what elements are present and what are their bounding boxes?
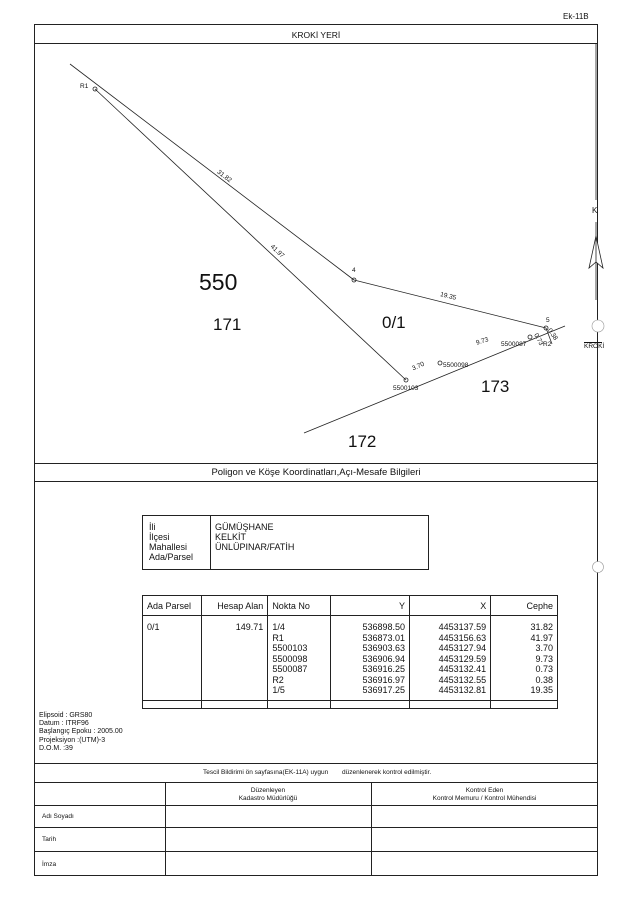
distance-label-19-35: 19.35 [439, 291, 457, 302]
distance-label-31-82: 31.82 [215, 168, 233, 185]
parcel-label-171: 171 [213, 315, 242, 334]
signature-row-divider-2 [34, 851, 598, 852]
x-value: 4453137.59 [438, 622, 487, 632]
binder-hole-icon [592, 320, 604, 332]
header-hesap-alan: Hesap Alan [201, 596, 268, 616]
point-label-5500103: 5500103 [393, 385, 419, 392]
parcel-label-172: 172 [348, 432, 377, 451]
point-no: 1/4 [272, 622, 285, 632]
datum-line: Elipsoid : GRS80 [39, 712, 93, 719]
distance-label-0-38: 0.38 [545, 327, 559, 342]
distance-label-9-73: 9.73 [475, 336, 490, 347]
table-empty-row [143, 700, 558, 708]
datum-info [39, 712, 123, 753]
cephe-value: 3.70 [535, 643, 553, 653]
location-value-ada-parsel [211, 552, 298, 562]
point-no: 1/5 [272, 685, 285, 695]
x-value: 4453132.41 [438, 664, 487, 674]
point-label-r2: R2 [543, 341, 552, 348]
point-no: 5500087 [272, 664, 308, 674]
boundary-line-r1-5500103 [95, 89, 406, 380]
datum-line: Datum : ITRF96 [39, 720, 89, 728]
location-label-mahalle: Mahallesi [149, 542, 188, 552]
north-label: K [592, 206, 598, 215]
signature-row-divider-1 [34, 827, 598, 828]
cell-points [268, 616, 331, 701]
signature-row-name: Adı Soyadı [42, 813, 74, 820]
x-value: 4453127.94 [438, 643, 487, 653]
location-value-mahalle: ÜNLÜPINAR/FATİH [215, 542, 295, 552]
location-label-il: İli [149, 522, 156, 532]
point-label-5: 5 [546, 317, 550, 324]
point-5500098-marker [438, 361, 442, 365]
north-arrow-icon [589, 222, 603, 300]
cell-y-values [330, 616, 409, 701]
location-value-il: GÜMÜŞHANE [215, 522, 274, 532]
point-no: R2 [272, 674, 284, 685]
signature-note-divider [34, 782, 598, 783]
x-value: 4453129.59 [438, 653, 487, 664]
point-label-r1: R1 [80, 83, 89, 90]
sketch-side-label: KROKİ [584, 343, 605, 350]
y-value: 536903.63 [362, 643, 406, 653]
cephe-value: 41.97 [530, 632, 553, 643]
section-top-divider [34, 463, 598, 464]
section-title-divider [34, 481, 598, 482]
point-label-5500087: 5500087 [501, 341, 527, 348]
header-x: X [410, 596, 491, 616]
x-value: 4453156.63 [438, 632, 487, 643]
cell-hesap-alan: 149.71 [201, 616, 268, 701]
coordinates-table [142, 595, 558, 709]
section-title: Poligon ve Köşe Koordinatları,Açı-Mesafe Bilgileri [211, 467, 421, 478]
point-no: 5500103 [272, 643, 308, 653]
header-cephe: Cephe [491, 596, 558, 616]
header-ada-parsel: Ada Parsel [143, 596, 202, 616]
datum-line: Başlangıç Epoku : 2005.00 [39, 728, 123, 736]
signature-col2-sub: Kontrol Memuru / Kontrol Mühendisi [432, 795, 537, 802]
signature-row-signature: İmza [42, 861, 57, 868]
signature-col2-title: Kontrol Eden [465, 787, 504, 794]
binder-hole-icon-2 [592, 561, 604, 573]
distance-label-3-70: 3.70 [411, 360, 426, 373]
parcel-label-550: 550 [199, 269, 238, 295]
boundary-line-r1-4 [70, 64, 354, 280]
signature-top-divider [34, 763, 598, 764]
cephe-value: 19.35 [530, 685, 553, 695]
datum-line: Projeksiyon :(UTM)-3 [39, 736, 106, 744]
location-label-ilce: İlçesi [149, 532, 170, 542]
parcel-label-173: 173 [481, 377, 510, 396]
form-code: Ek-11B [563, 12, 589, 21]
cephe-value: 9.73 [535, 653, 553, 664]
location-value-ilce: KELKİT [215, 532, 247, 542]
location-label-ada-parsel: Ada/Parsel [149, 552, 194, 562]
point-label-4: 4 [352, 267, 356, 274]
cell-cephe-values [491, 616, 558, 701]
cephe-value: 0.73 [535, 664, 553, 674]
header-y: Y [330, 596, 409, 616]
cell-ada-parsel: 0/1 [143, 616, 202, 701]
cell-x-values [410, 616, 491, 701]
point-no: 5500098 [272, 653, 308, 664]
signature-row-date: Tarih [42, 836, 57, 843]
y-value: 536916.25 [362, 664, 406, 674]
parcel-label-0-1: 0/1 [382, 313, 406, 332]
sketch-title: KROKİ YERİ [291, 30, 341, 40]
cephe-value: 0.38 [535, 674, 553, 685]
point-label-5500098: 5500098 [443, 362, 469, 369]
distance-label-41-97: 41.97 [268, 243, 286, 260]
x-value: 4453132.81 [438, 685, 487, 695]
y-value: 536898.50 [362, 622, 406, 632]
distance-label-0-73: 0.73 [532, 332, 545, 347]
signature-note-left: Tescil Bildirimi ön sayfasına(EK-11A) uygun [203, 769, 329, 776]
signature-col1-title: Düzenleyen [250, 787, 286, 794]
header-nokta-no: Nokta No [268, 596, 331, 616]
location-box [142, 515, 429, 570]
signature-col1-sub: Kadastro Müdürlüğü [238, 795, 298, 802]
y-value: 536873.01 [362, 632, 406, 643]
signature-note-right: düzenlenerek kontrol edilmiştir. [342, 769, 432, 776]
y-value: 536906.94 [362, 653, 406, 664]
point-no: R1 [272, 632, 284, 643]
x-value: 4453132.55 [438, 674, 487, 685]
y-value: 536916.97 [362, 674, 406, 685]
datum-line: D.O.M. :39 [39, 744, 73, 752]
signature-header-divider [34, 805, 598, 806]
cephe-value: 31.82 [530, 622, 553, 632]
y-value: 536917.25 [362, 685, 406, 695]
